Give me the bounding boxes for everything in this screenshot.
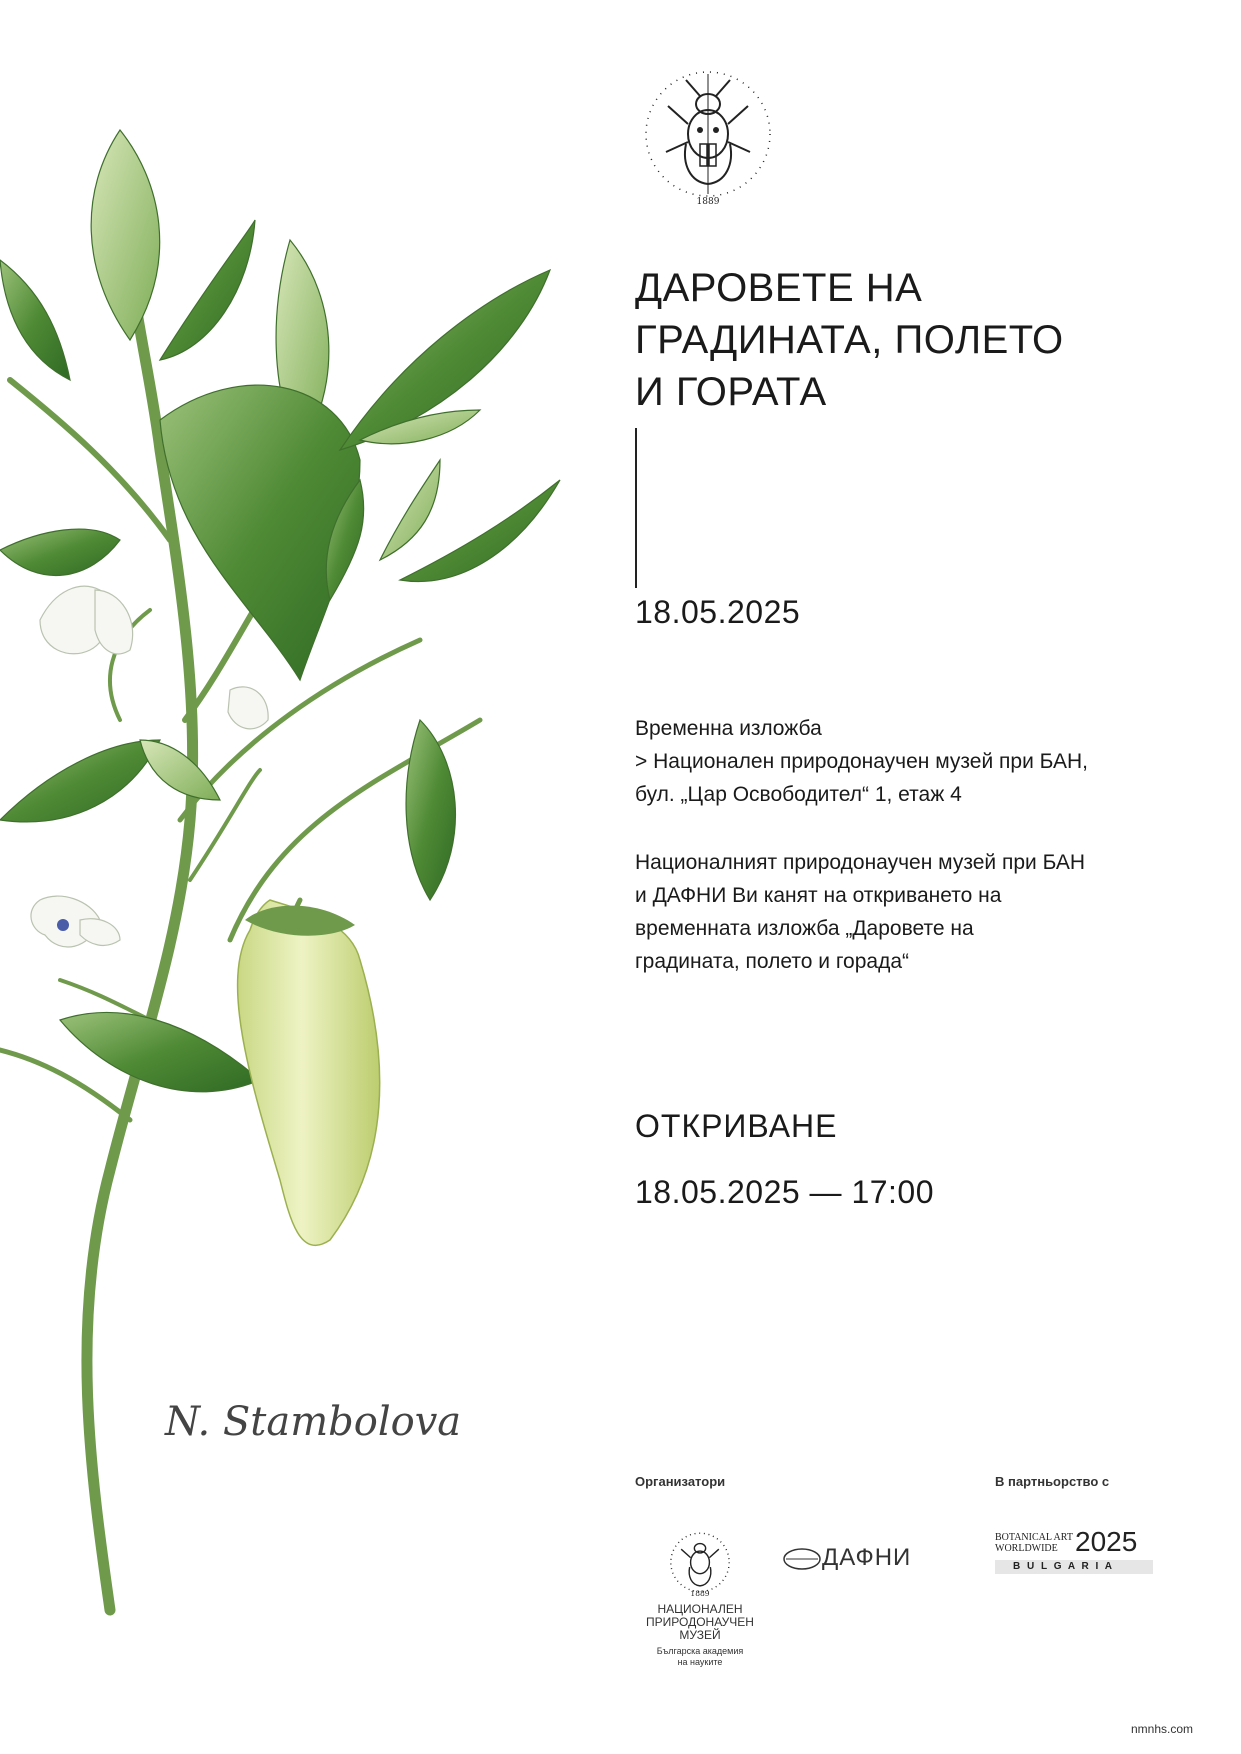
opening-heading: ОТКРИВАНЕ xyxy=(635,1108,838,1144)
museum-name-line: ПРИРОДОНАУЧЕН xyxy=(646,1615,754,1629)
exhibition-type: Временна изложба xyxy=(635,717,822,740)
logo-country: B U L G A R I A xyxy=(1013,1561,1114,1572)
pepper-plant-illustration xyxy=(0,120,620,1620)
partners-label: В партньорство с xyxy=(995,1474,1110,1489)
invitation-line: и ДАФНИ Ви канят на откриването на xyxy=(635,884,1002,907)
dafni-logo xyxy=(782,1540,932,1576)
title-line: ГРАДИНАТА, ПОЛЕТО xyxy=(635,318,1064,362)
museum-name xyxy=(620,1603,780,1642)
museum-emblem-icon xyxy=(638,44,778,214)
invitation-text xyxy=(635,846,1215,978)
dafni-logo-text: ДАФНИ xyxy=(822,1544,912,1571)
dafni-leaf-icon xyxy=(782,1544,822,1574)
svg-text:1889: 1889 xyxy=(690,1589,710,1599)
museum-name-line: НАЦИОНАЛЕН xyxy=(657,1602,743,1616)
logo-year: 2025 xyxy=(1075,1526,1138,1557)
venue-line: бул. „Цар Освободител“ 1, етаж 4 xyxy=(635,783,962,806)
museum-name-line: МУЗЕЙ xyxy=(679,1628,721,1642)
botanical-art-logo xyxy=(995,1526,1165,1588)
divider-line xyxy=(635,428,637,588)
title-line: ДАРОВЕТЕ НА xyxy=(635,266,923,310)
logo-text-bottom: WORLDWIDE xyxy=(995,1543,1058,1554)
academy-line: Българска академия xyxy=(656,1646,744,1656)
svg-text:1889: 1889 xyxy=(696,197,720,207)
museum-logo-small-icon xyxy=(660,1520,740,1600)
invitation-line: градината, полето и горада“ xyxy=(635,950,909,973)
venue-line: > Национален природонаучен музей при БАН, xyxy=(635,750,1088,773)
website-link[interactable]: nmnhs.com xyxy=(1130,1722,1193,1736)
venue-block xyxy=(635,712,1215,811)
academy-line: на науките xyxy=(677,1657,723,1667)
artist-signature: N. Stambolova xyxy=(165,1399,462,1445)
title-line: И ГОРАТА xyxy=(635,370,827,414)
organizers-label: Организатори xyxy=(635,1474,726,1489)
opening-datetime: 18.05.2025 — 17:00 xyxy=(635,1174,935,1210)
invitation-line: Националният природонаучен музей при БАН xyxy=(635,851,1086,874)
exhibition-date: 18.05.2025 xyxy=(635,594,801,630)
museum-academy xyxy=(620,1646,780,1668)
logo-text-top: BOTANICAL ART xyxy=(995,1532,1073,1543)
invitation-line: временната изложба „Даровете на xyxy=(635,917,974,940)
exhibition-title xyxy=(635,262,1175,418)
